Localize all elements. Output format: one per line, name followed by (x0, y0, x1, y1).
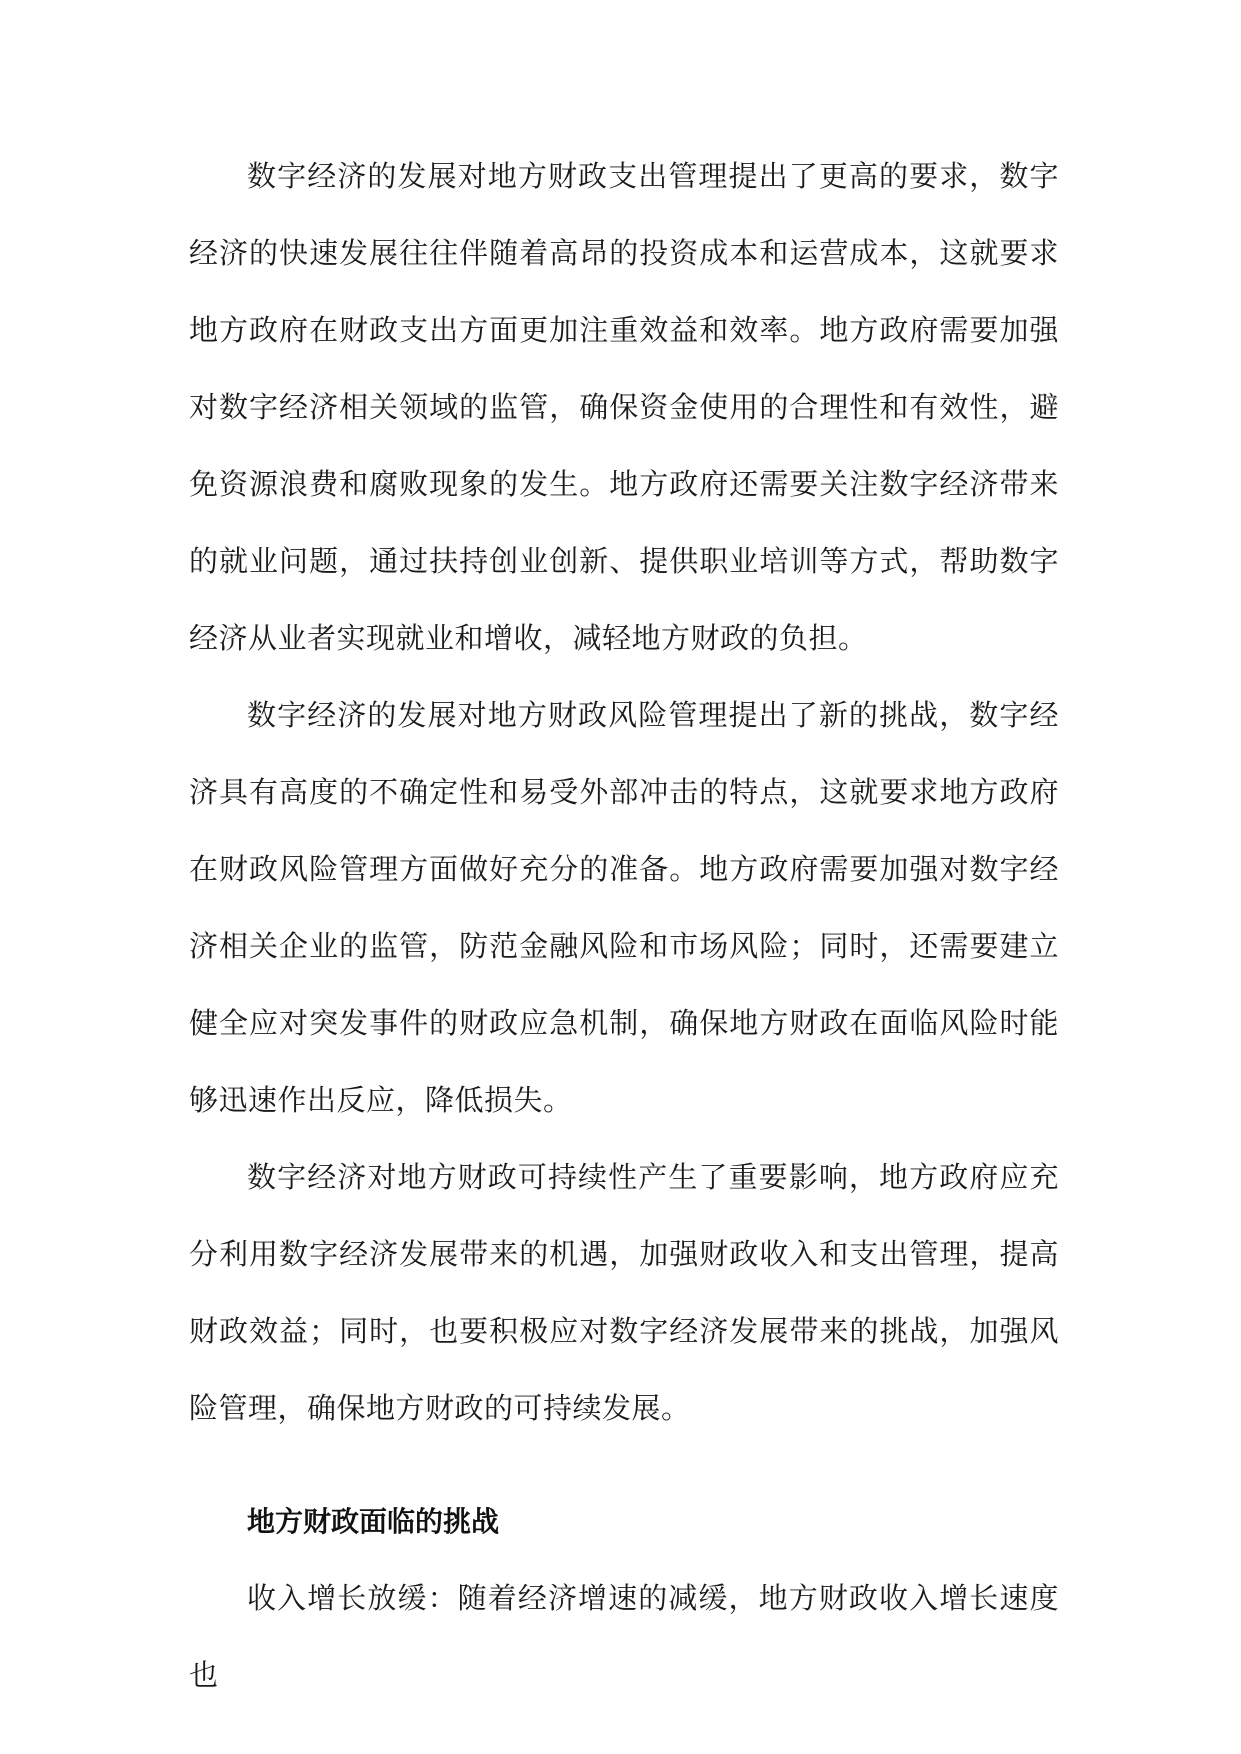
paragraph-risk-management: 数字经济的发展对地方财政风险管理提出了新的挑战，数字经济具有高度的不确定性和易受外部冲击的特点，这就要求地方政府在财政风险管理方面做好充分的准备。地方政府需要加强对数字经济相关企业的监管，防范金融风险和市场风险；同时，还需要建立健全应对突发事件的财政应急机制，确保地方财政在面临风险时能够迅速作出反应，降低损失。 (189, 698, 1059, 1117)
section-heading: 地方财政面临的挑战 (247, 1505, 500, 1538)
paragraph-revenue-growth: 收入增长放缓：随着经济增速的减缓，地方财政收入增长速度也 (189, 1581, 1059, 1692)
paragraph-expenditure-management: 数字经济的发展对地方财政支出管理提出了更高的要求，数字经济的快速发展往往伴随着高昂的投资成本和运营成本，这就要求地方政府在财政支出方面更加注重效益和效率。地方政府需要加强对数字经济相关领域的监管，确保资金使用的合理性和有效性，避免资源浪费和腐败现象的发生。地方政府还需要关注数字经济带来的就业问题，通过扶持创业创新、提供职业培训等方式，帮助数字经济从业者实现就业和增收，减轻地方财政的负担。 (189, 159, 1059, 655)
paragraph-sustainability: 数字经济对地方财政可持续性产生了重要影响，地方政府应充分利用数字经济发展带来的机遇，加强财政收入和支出管理，提高财政效益；同时，也要积极应对数字经济发展带来的挑战，加强风险管理，确保地方财政的可持续发展。 (189, 1160, 1059, 1425)
document-body (189, 138, 1059, 1714)
